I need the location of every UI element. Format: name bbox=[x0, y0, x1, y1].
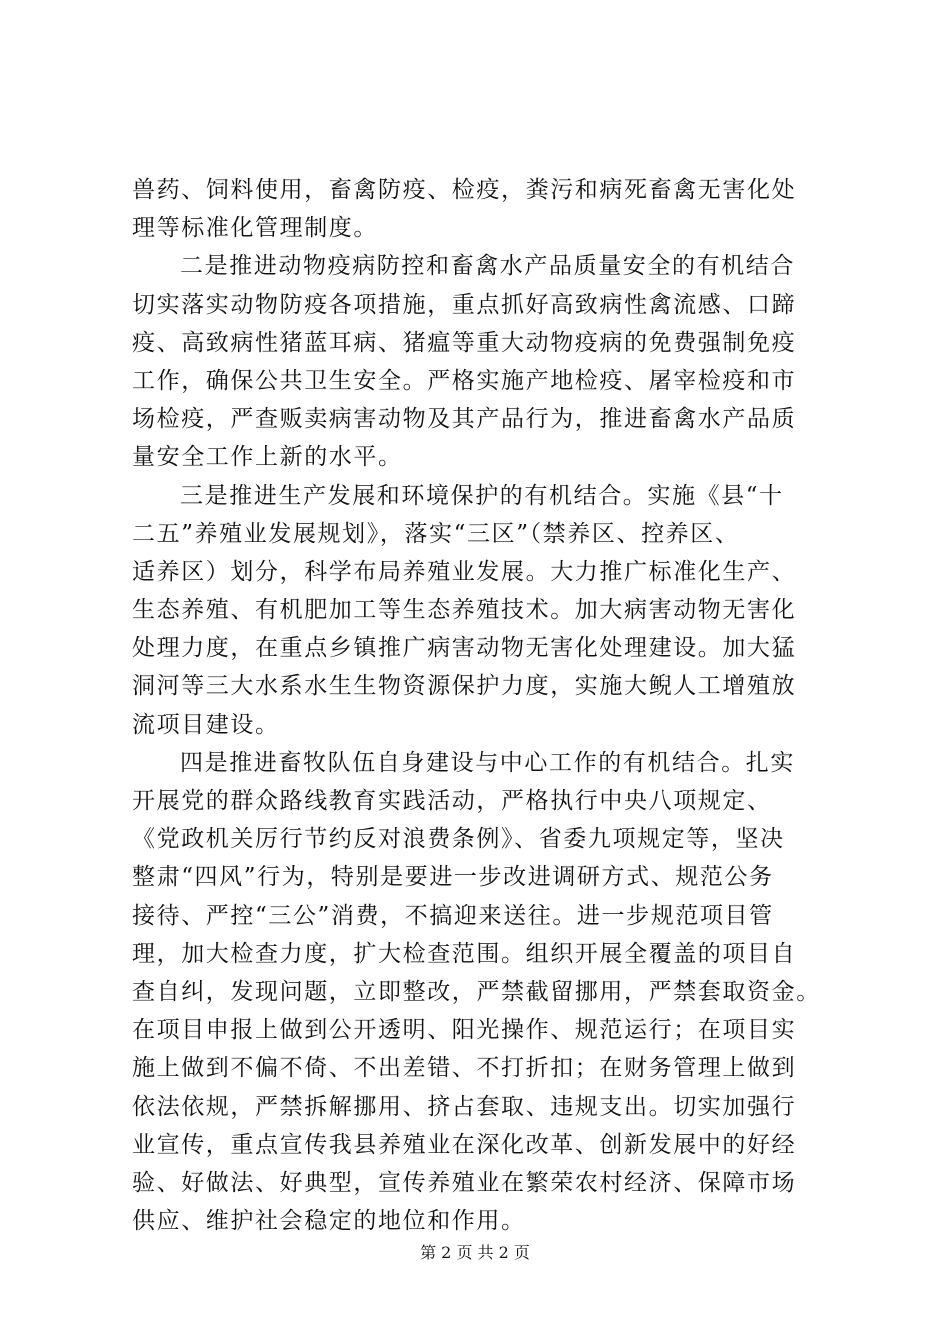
text-line: 查自纠，发现问题，立即整改，严禁截留挪用，严禁套取资金。 bbox=[132, 978, 821, 1005]
text-line: 在项目申报上做到公开透明、阳光操作、规范运行；在项目实 bbox=[132, 1017, 797, 1044]
page-number-label: 第 2 页 共 2 页 bbox=[420, 1243, 530, 1262]
text-line: 验、好做法、好典型，宣传养殖业在繁荣农村经济、保障市场 bbox=[132, 1169, 797, 1196]
text-line: 施上做到不偏不倚、不出差错、不打折扣；在财务管理上做到 bbox=[132, 1055, 797, 1082]
text-line: 理等标准化管理制度。 bbox=[132, 215, 378, 242]
text-line: 量安全工作上新的水平。 bbox=[132, 444, 403, 471]
text-line: 供应、维护社会稳定的地位和作用。 bbox=[132, 1208, 526, 1235]
page-footer bbox=[0, 1242, 950, 1264]
text-line: 场检疫，严查贩卖病害动物及其产品行为，推进畜禽水产品质 bbox=[132, 406, 797, 433]
text-line: 疫、高致病性猪蓝耳病、猪瘟等重大动物疫病的免费强制免疫 bbox=[132, 329, 797, 356]
paragraph-start-line: 三是推进生产发展和环境保护的有机结合。实施《县“十 bbox=[180, 482, 784, 509]
text-line: 兽药、饲料使用，畜禽防疫、检疫，粪污和病死畜禽无害化处 bbox=[132, 177, 797, 203]
text-line: 《党政机关厉行节约反对浪费条例》、省委九项规定等，坚决 bbox=[132, 826, 785, 853]
text-line: 工作，确保公共卫生安全。严格实施产地检疫、屠宰检疫和市 bbox=[132, 367, 797, 394]
text-line: 依法依规，严禁拆解挪用、挤占套取、违规支出。切实加强行 bbox=[132, 1093, 797, 1120]
paragraph-start-line: 二是推进动物疫病防控和畜禽水产品质量安全的有机结合 bbox=[180, 253, 795, 280]
text-line: 生态养殖、有机肥加工等生态养殖技术。加大病害动物无害化 bbox=[132, 597, 797, 624]
paragraph-start-line: 四是推进畜牧队伍自身建设与中心工作的有机结合。扎实 bbox=[180, 749, 795, 776]
text-line: 适养区）划分，科学布局养殖业发展。大力推广标准化生产、 bbox=[132, 558, 797, 585]
text-line: 业宣传，重点宣传我县养殖业在深化改革、创新发展中的好经 bbox=[132, 1131, 797, 1158]
text-line: 洞河等三大水系水生生物资源保护力度，实施大鲵人工增殖放 bbox=[132, 673, 797, 700]
text-line: 接待、严控“三公”消费，不搞迎来送往。进一步规范项目管 bbox=[132, 902, 774, 929]
text-line: 开展党的群众路线教育实践活动，严格执行中央八项规定、 bbox=[132, 788, 772, 814]
text-line: 整肃“四风”行为，特别是要进一步改进调研方式、规范公务 bbox=[132, 864, 774, 891]
text-line: 处理力度，在重点乡镇推广病害动物无害化处理建设。加大猛 bbox=[132, 635, 797, 662]
text-line: 理，加大检查力度，扩大检查范围。组织开展全覆盖的项目自 bbox=[132, 940, 797, 967]
text-line: 切实落实动物防疫各项措施，重点抓好高致病性禽流感、口蹄 bbox=[132, 291, 797, 318]
text-line: 流项目建设。 bbox=[132, 711, 280, 738]
text-line: 二五”养殖业发展规划》，落实“三区”（禁养区、控养区、 bbox=[132, 520, 740, 547]
document-body bbox=[132, 171, 832, 1240]
